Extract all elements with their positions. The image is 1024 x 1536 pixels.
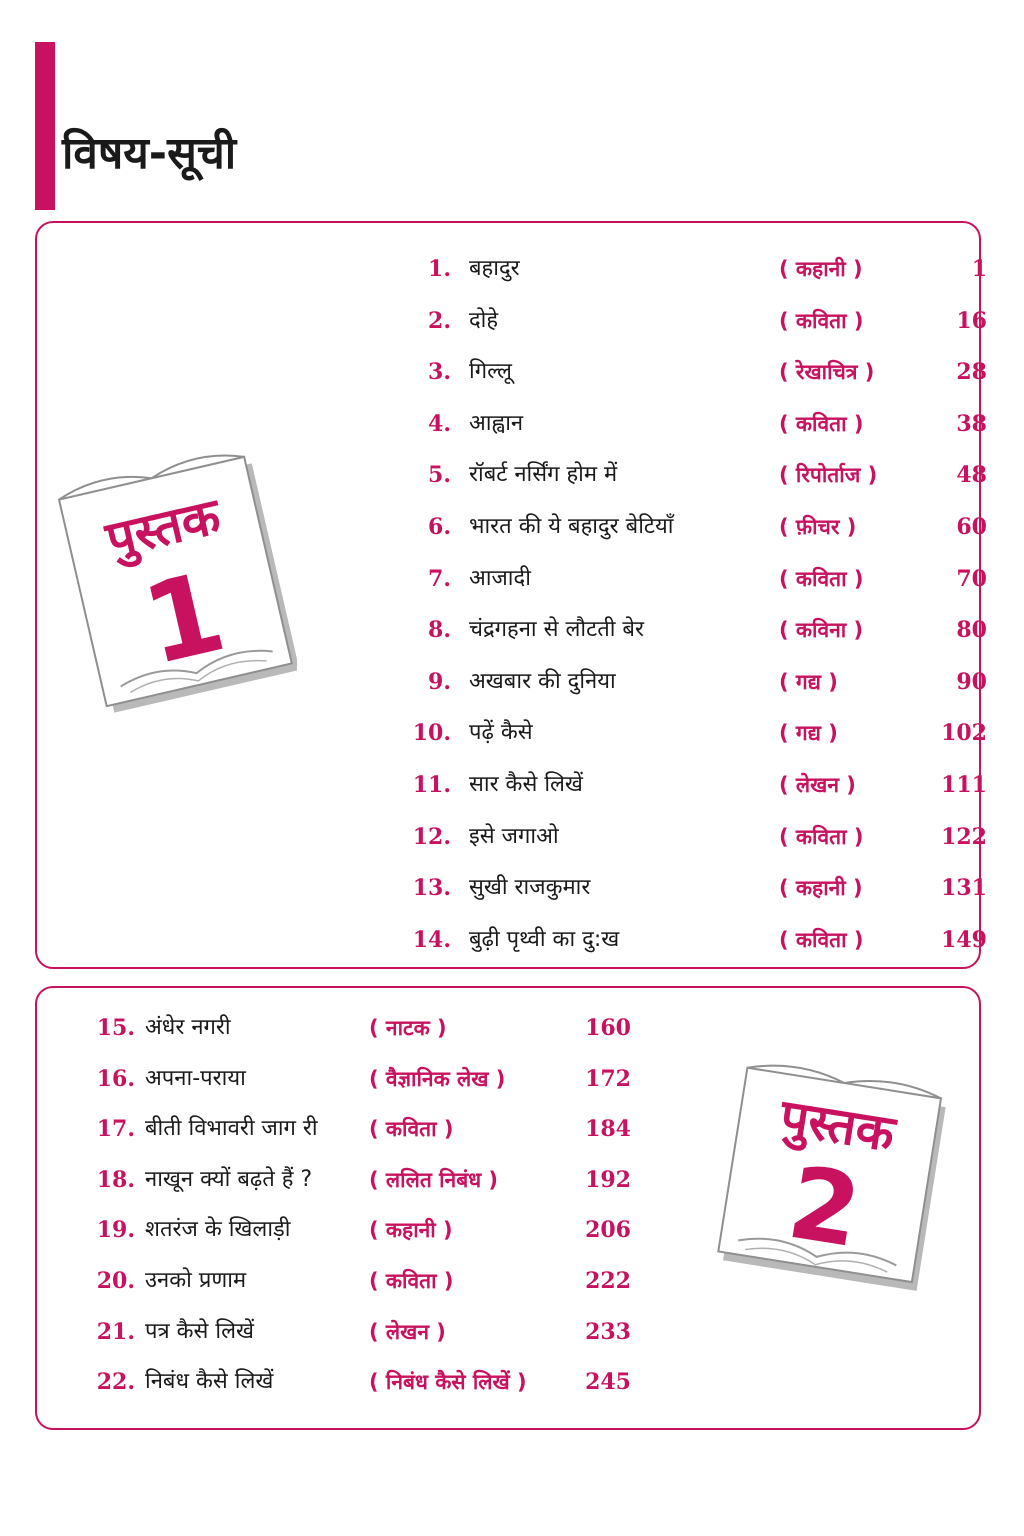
toc-entry: [37, 765, 987, 805]
entry-genre: ( निबंध कैसे लिखें ): [369, 1370, 527, 1395]
entry-genre: ( कविता ): [779, 308, 864, 333]
entry-number: 7.: [428, 565, 451, 592]
entry-title: अंधेर नगरी: [145, 1015, 231, 1040]
entry-genre: ( कहानी ): [779, 257, 863, 281]
entry-page: 122: [941, 823, 987, 850]
entry-page: 111: [941, 772, 987, 798]
entry-genre: ( रेखाचित्र ): [779, 360, 875, 385]
entry-title: आह्वान: [469, 410, 524, 436]
entry-number: 19.: [96, 1217, 135, 1244]
entry-page: 38: [956, 410, 987, 437]
entry-title: बहादुर: [469, 256, 520, 281]
entry-genre: ( गद्य ): [779, 721, 838, 746]
entry-page: 172: [585, 1065, 631, 1092]
entry-number: 17.: [96, 1116, 135, 1143]
book2-badge-number: 2: [781, 1143, 869, 1271]
entry-genre: ( ललित निबंध ): [369, 1167, 499, 1192]
entry-genre: ( वैज्ञानिक लेख ): [369, 1066, 506, 1091]
entry-genre: ( रिपोर्ताज ): [779, 463, 878, 488]
book1-contents-panel: [35, 221, 987, 969]
entry-number: 20.: [96, 1268, 135, 1294]
entry-number: 6.: [428, 514, 451, 540]
entry-title: नाखून क्यों बढ़ते हैं ?: [145, 1166, 313, 1192]
entry-page: 160: [585, 1015, 631, 1041]
entry-page: 184: [585, 1116, 631, 1143]
toc-entry: [37, 352, 987, 392]
entry-title: सार कैसे लिखें: [469, 772, 583, 797]
entry-title: इसे जगाओ: [469, 823, 559, 849]
toc-entry: [37, 404, 987, 444]
entry-page: 233: [585, 1318, 631, 1345]
entry-page: 48: [956, 462, 987, 489]
entry-genre: ( कविता ): [779, 566, 864, 591]
toc-entry: [37, 1210, 981, 1250]
book2-badge-word: पुस्तक: [776, 1087, 899, 1164]
book1-badge-word: पुस्तक: [100, 486, 226, 570]
page-title: विषय-सूची: [62, 128, 237, 179]
entry-page: 245: [585, 1369, 631, 1396]
entry-genre: ( कहानी ): [779, 876, 863, 901]
entry-number: 4.: [428, 410, 451, 437]
toc-entry: [37, 868, 987, 908]
toc-entry: [37, 1362, 981, 1402]
entry-number: 2.: [428, 307, 451, 334]
entry-title: निबंध कैसे लिखें: [145, 1369, 274, 1395]
entry-page: 1: [971, 256, 987, 282]
toc-entry: [37, 507, 987, 547]
entry-number: 14.: [412, 926, 451, 953]
toc-entry: [37, 1109, 981, 1149]
toc-entry: [37, 920, 987, 960]
toc-entry: [37, 1261, 981, 1301]
entry-genre: ( नाटक ): [369, 1016, 447, 1040]
entry-page: 28: [956, 359, 987, 386]
title-accent-bar: [35, 42, 55, 210]
entry-title: अखबार की दुनिया: [469, 668, 616, 694]
entry-number: 16.: [96, 1065, 135, 1092]
entry-title: उनको प्रणाम: [145, 1268, 247, 1293]
toc-entry: [37, 817, 987, 857]
entry-page: 60: [956, 514, 987, 540]
entry-title: बीती विभावरी जाग री: [145, 1116, 318, 1142]
entry-title: अपना-पराया: [145, 1065, 246, 1091]
toc-entry: [37, 662, 987, 702]
toc-entry: [37, 1312, 981, 1352]
entry-genre: ( गद्य ): [779, 669, 838, 694]
entry-page: 16: [956, 307, 987, 334]
book2-contents-panel: [35, 986, 981, 1430]
entry-number: 18.: [96, 1166, 135, 1193]
entry-genre: ( लेखन ): [779, 773, 856, 797]
entry-number: 10.: [412, 720, 451, 747]
toc-entry: [37, 1008, 981, 1048]
toc-entry: [37, 559, 987, 599]
entry-title: सुखी राजकुमार: [469, 875, 591, 901]
entry-title: बुढ़ी पृथ्वी का दु:ख: [469, 926, 620, 952]
book1-badge-number: 1: [132, 547, 236, 690]
entry-page: 70: [956, 565, 987, 592]
entry-page: 80: [956, 617, 987, 644]
entry-genre: ( कविता ): [779, 824, 864, 849]
entry-genre: ( फ़ीचर ): [779, 515, 857, 539]
entry-title: पढ़ें कैसे: [469, 720, 533, 746]
entry-title: पत्र कैसे लिखें: [145, 1318, 255, 1344]
entry-page: 90: [956, 668, 987, 695]
entry-number: 22.: [96, 1369, 135, 1396]
toc-entry: [37, 455, 987, 495]
entry-genre: ( कविता ): [779, 927, 864, 952]
entry-number: 5.: [428, 462, 451, 489]
entry-genre: ( कविना ): [779, 618, 864, 643]
entry-genre: ( कहानी ): [369, 1218, 453, 1243]
entry-title: आजादी: [469, 565, 531, 591]
entry-page: 102: [941, 720, 987, 747]
entry-number: 3.: [428, 359, 451, 386]
entry-number: 21.: [96, 1318, 135, 1345]
entry-page: 149: [941, 926, 987, 953]
entry-page: 192: [585, 1166, 631, 1193]
toc-entry: [37, 1160, 981, 1200]
entry-title: रॉबर्ट नर्सिंग होम में: [469, 462, 618, 488]
entry-genre: ( कविता ): [369, 1117, 454, 1142]
entry-number: 13.: [412, 875, 451, 902]
entry-number: 15.: [96, 1015, 135, 1041]
toc-entry: [37, 610, 987, 650]
toc-entry: [37, 301, 987, 341]
entry-number: 8.: [428, 617, 451, 644]
entry-genre: ( लेखन ): [369, 1319, 446, 1344]
entry-page: 131: [941, 875, 987, 902]
entry-title: चंद्रगहना से लौटती बेर: [469, 617, 644, 643]
entry-title: गिल्लू: [469, 359, 512, 385]
entry-genre: ( कविता ): [369, 1269, 454, 1293]
toc-entry: [37, 249, 987, 289]
entry-number: 1.: [428, 256, 451, 282]
entry-title: दोहे: [469, 307, 499, 333]
entry-title: भारत की ये बहादुर बेटियाँ: [469, 514, 674, 539]
entry-page: 222: [585, 1268, 631, 1294]
entry-number: 11.: [412, 772, 451, 798]
entry-number: 9.: [428, 668, 451, 695]
entry-page: 206: [585, 1217, 631, 1244]
entry-title: शतरंज के खिलाड़ी: [145, 1217, 291, 1243]
toc-entry: [37, 1059, 981, 1099]
entry-genre: ( कविता ): [779, 411, 864, 436]
entry-number: 12.: [412, 823, 451, 850]
toc-entry: [37, 713, 987, 753]
